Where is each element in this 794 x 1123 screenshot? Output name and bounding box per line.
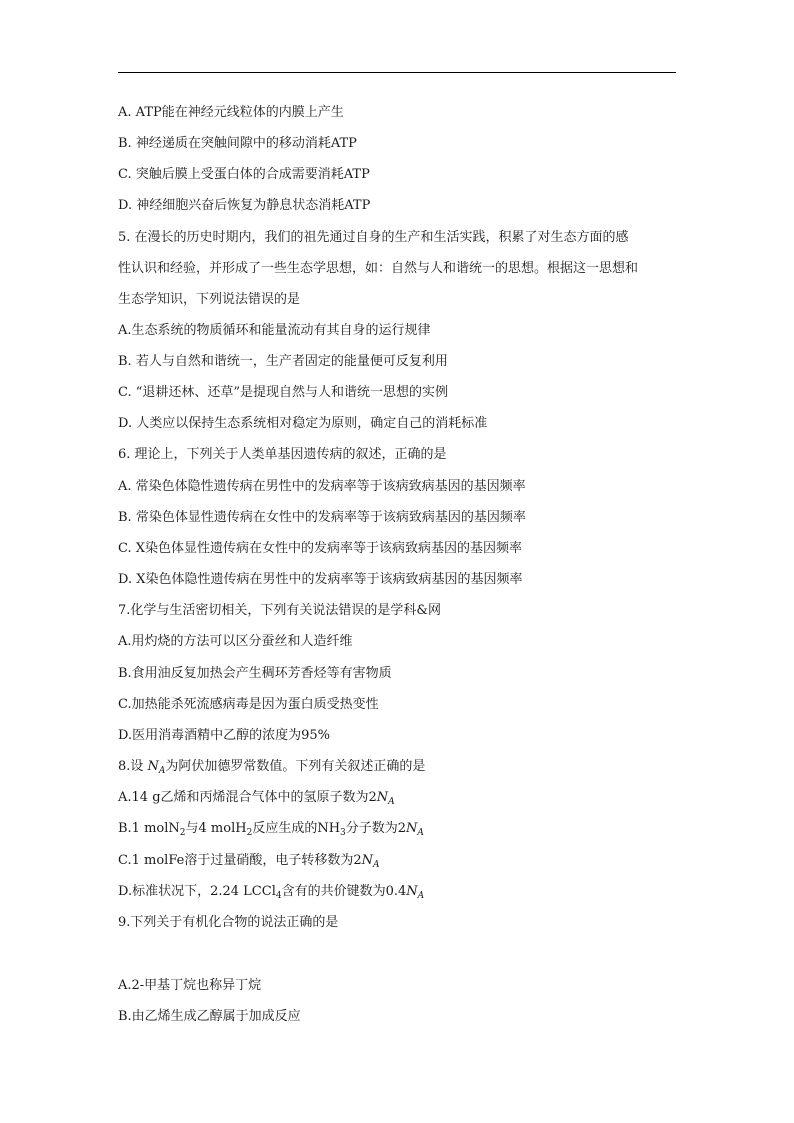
q8-option-d [118, 884, 424, 904]
q8-option-b-text-2: 与4 molH [185, 821, 247, 836]
q8-option-b-text-3: 反应生成的NH [252, 821, 341, 836]
header-rule [118, 72, 676, 73]
na-symbol: N [406, 821, 418, 836]
na-symbol: N [361, 853, 373, 868]
q8-option-b-text-4: 分子数为2 [345, 821, 407, 836]
na-subscript: A [417, 891, 425, 901]
q8-option-a-text: A.14 g乙烯和丙烯混合气体中的氢原子数为2 [118, 790, 377, 805]
na-subscript: A [417, 828, 424, 838]
na-symbol: N [406, 884, 418, 899]
h2-subscript: 2 [246, 828, 253, 838]
na-subscript: A [158, 766, 166, 776]
q7-option-a: A.用灼烧的方法可以区分蚕丝和人造纤维 [118, 634, 353, 649]
q4-option-b: B. 神经递质在突触间隙中的移动消耗ATP [118, 136, 357, 151]
q6-option-b: B. 常染色体显性遗传病在女性中的发病率等于该病致病基因的基因频率 [118, 510, 526, 525]
q4-option-d: D. 神经细胞兴奋后恢复为静息状态消耗ATP [118, 198, 371, 213]
q7-option-b: B.食用油反复加热会产生稠环芳香烃等有害物质 [118, 666, 392, 681]
q7-option-d: D.医用消毒酒精中乙醇的浓度为95% [118, 728, 330, 743]
q9-option-a: A.2-甲基丁烷也称异丁烷 [118, 978, 262, 993]
n2-subscript: 2 [179, 828, 186, 838]
q5-stem-line-3: 生态学知识，下列说法错误的是 [118, 292, 301, 307]
q6-option-a: A. 常染色体隐性遗传病在男性中的发病率等于该病致病基因的基因频率 [118, 479, 526, 494]
ccl4-subscript: 4 [275, 891, 282, 901]
na-symbol: N [376, 790, 389, 805]
q5-stem-line-2: 性认识和经验，并形成了一些生态学思想，如：自然与人和谐统一的思想。根据这一思想和 [118, 261, 639, 276]
q5-stem-line-1: 5. 在漫长的历史时期内，我们的祖先通过自身的生产和生活实践，积累了对生态方面的感 [118, 230, 629, 245]
na-symbol: N [147, 759, 159, 774]
q8-option-a [118, 790, 395, 810]
q8-option-d-text-1: D.标准状况下，2.24 LCCl [118, 884, 276, 899]
q8-option-c [118, 853, 379, 873]
q5-option-c: C. “退耕还林、还草”是提现自然与人和谐统一思想的实例 [118, 385, 449, 400]
q7-option-c: C.加热能杀死流感病毒是因为蛋白质受热变性 [118, 697, 379, 712]
q4-option-a: A. ATP能在神经元线粒体的内膜上产生 [118, 105, 344, 120]
q4-option-c: C. 突触后膜上受蛋白体的合成需要消耗ATP [118, 167, 370, 182]
q6-stem: 6. 理论上，下列关于人类单基因遗传病的叙述，正确的是 [118, 447, 447, 462]
q8-stem-b: 为阿伏加德罗常数值。下列有关叙述正确的是 [165, 759, 426, 774]
q8-option-d-text-2: 含有的共价键数为0.4 [281, 884, 407, 899]
q5-option-d: D. 人类应以保持生态系统相对稳定为原则，确定自己的消耗标准 [118, 416, 488, 431]
q8-option-b [118, 821, 424, 841]
q6-option-c: C. X染色体显性遗传病在女性中的发病率等于该病致病基因的基因频率 [118, 541, 523, 556]
nh3-subscript: 3 [340, 828, 346, 838]
q9-option-b: B.由乙烯生成乙醇属于加成反应 [118, 1009, 301, 1024]
q8-option-b-text-1: B.1 molN [118, 821, 180, 836]
q7-stem: 7.化学与生活密切相关，下列有关说法错误的是学科&网 [118, 603, 441, 618]
na-subscript: A [372, 860, 380, 870]
q8-stem-a: 8.设 [118, 759, 148, 774]
q6-option-d: D. X染色体隐性遗传病在男性中的发病率等于该病致病基因的基因频率 [118, 572, 523, 587]
q8-stem [118, 759, 425, 779]
q9-stem: 9.下列关于有机化合物的说法正确的是 [118, 915, 339, 930]
q5-option-b: B. 若人与自然和谐统一，生产者固定的能量便可反复利用 [118, 354, 448, 369]
q8-option-c-text: C.1 molFe溶于过量硝酸，电子转移数为2 [118, 853, 362, 868]
na-subscript: A [388, 797, 395, 807]
q5-option-a: A.生态系统的物质循环和能量流动有其自身的运行规律 [118, 323, 431, 338]
